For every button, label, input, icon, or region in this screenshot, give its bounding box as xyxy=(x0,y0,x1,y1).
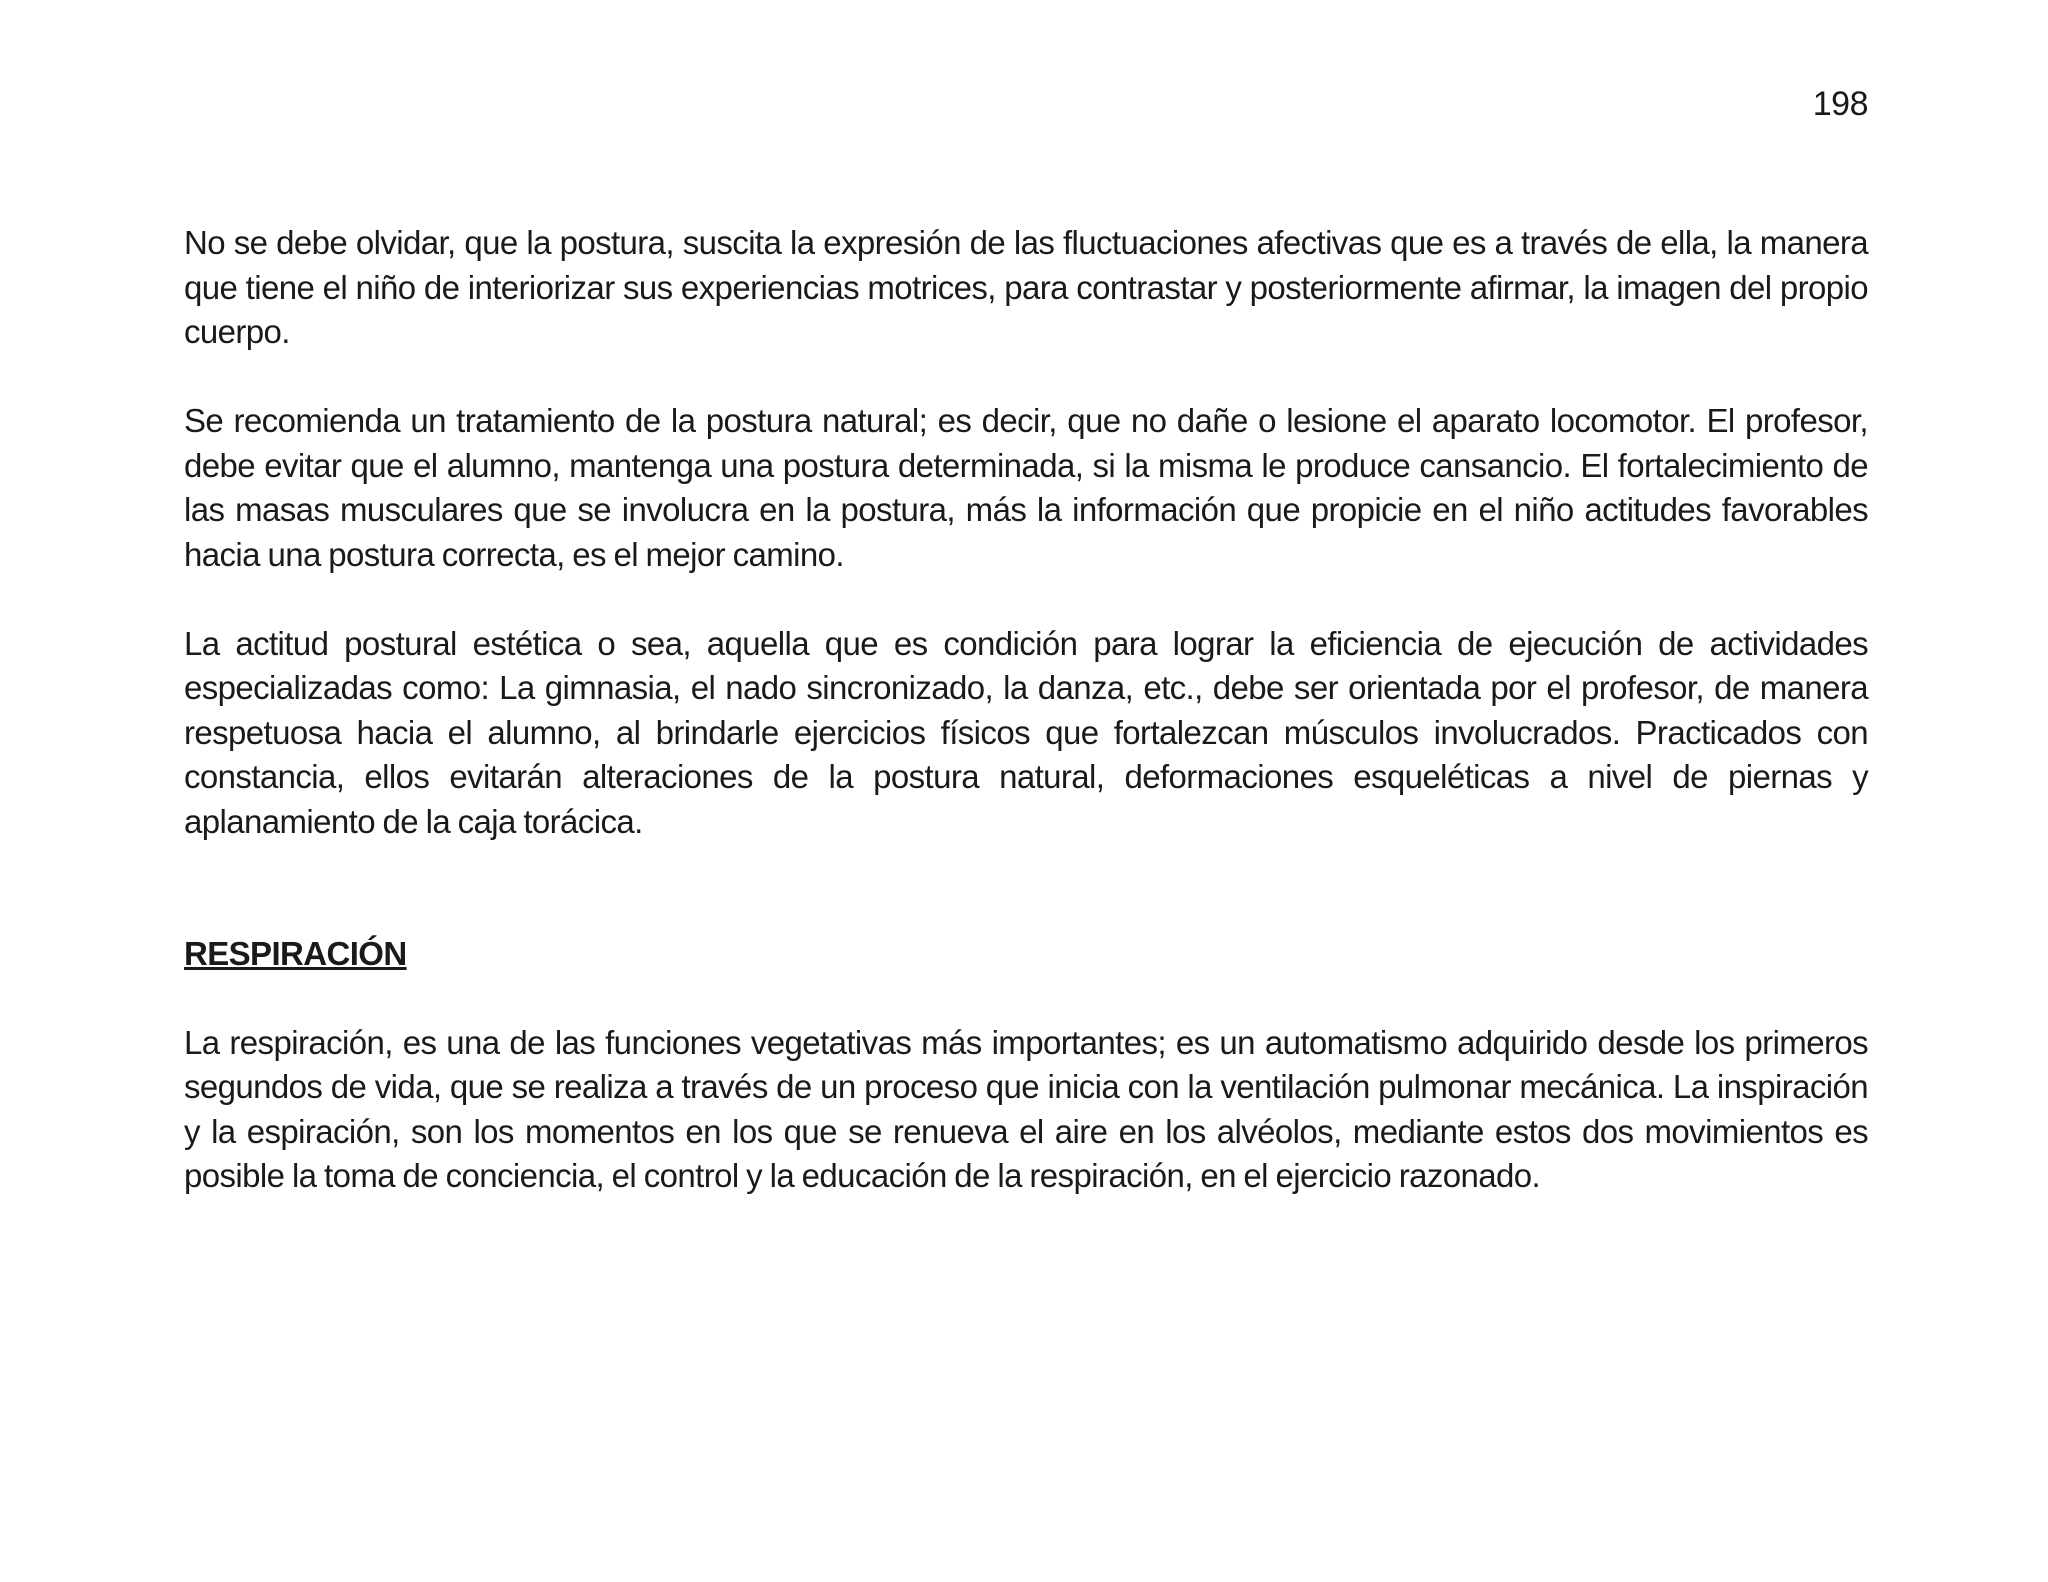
page-number: 198 xyxy=(1812,85,1868,123)
paragraph-posture-treatment: Se recomienda un tratamiento de la postura natural; es decir, que no dañe o lesione el aparato locomotor. El profesor, debe evitar que el alumno, mantenga una postura determinada, si la misma le produce cansancio. El fortalecimiento de las masas musculares que se involucra en la postura, más la información que propicie en el niño actitudes favorables hacia una postura correcta, es el mejor camino. xyxy=(184,402,1868,573)
section-heading-respiration: RESPIRACIÓN xyxy=(184,935,407,972)
paragraph-posture-expression: No se debe olvidar, que la postura, suscita la expresión de las fluctuaciones afectivas que es a través de ella, la manera que tiene el niño de interiorizar sus experiencias motrices, para contrastar y posteriormente afirmar, la imagen del propio cuerpo. xyxy=(184,224,1868,350)
paragraph-respiration: La respiración, es una de las funciones vegetativas más importantes; es un automatismo adquirido desde los primeros segundos de vida, que se realiza a través de un proceso que inicia con la ventilación pulmonar mecánica. La inspiración y la espiración, son los momentos en los que se renueva el aire en los alvéolos, mediante estos dos movimientos es posible la toma de conciencia, el control y la educación de la respiración, en el ejercicio razonado. xyxy=(184,1023,1868,1194)
paragraph-aesthetic-posture: La actitud postural estética o sea, aquella que es condición para lograr la eficiencia de ejecución de actividades especializadas como: La gimnasia, el nado sincronizado, la danza, etc., debe ser orientada por el profesor, de manera respetuosa hacia el alumno, al brindarle ejercicios físicos que fortalezcan músculos involucrados. Practicados con constancia, ellos evitarán alteraciones de la postura natural, deformaciones esqueléticas a nivel de piernas y aplanamiento de la caja torácica. xyxy=(184,624,1868,840)
document-body xyxy=(184,221,1868,1199)
